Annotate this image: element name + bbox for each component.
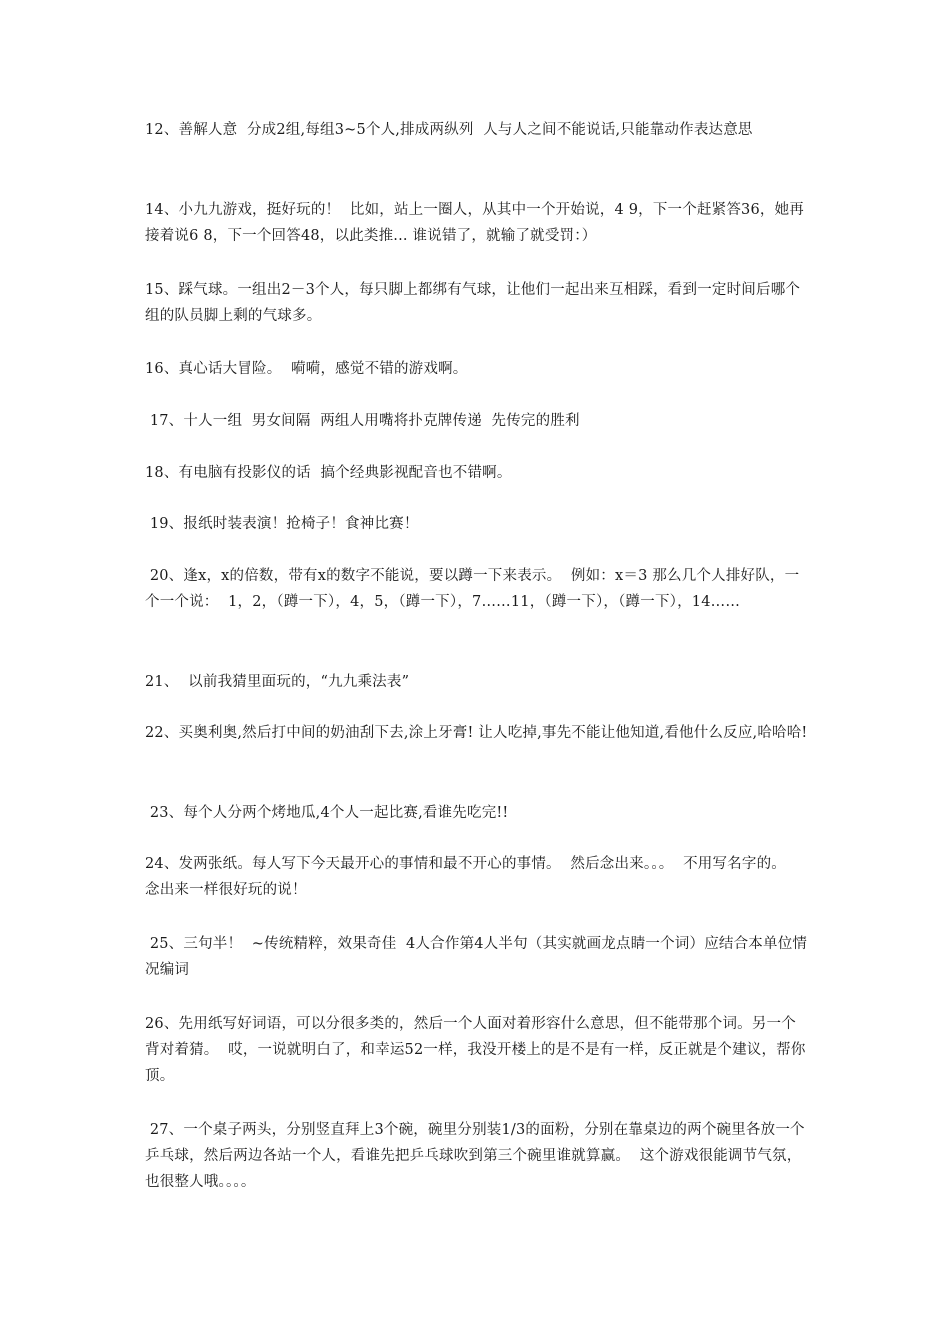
paragraph-21: 21、 以前我猜里面玩的，“九九乘法表”: [145, 674, 410, 690]
paragraph-24: 24、发两张纸。每人写下今天最开心的事情和最不开心的事情。 然后念出来。。。 不用写名字的。 念出来一样很好玩的说！: [145, 856, 796, 898]
paragraph-22: 22、买奥利奥,然后打中间的奶油刮下去,涂上牙膏! 让人吃掉,事先不能让他知道,看他什么反应,哈哈哈!: [145, 725, 808, 741]
paragraph-15: 15、踩气球。一组出2－3个人，每只脚上都绑有气球，让他们一起出来互相踩，看到一定时间后哪个组的队员脚上剩的气球多。: [145, 282, 801, 324]
paragraph-12: 12、善解人意 分成2组,每组3~5个人,排成两纵列 人与人之间不能说话,只能靠动作表达意思: [145, 122, 753, 138]
paragraph-25: 25、三句半！ ~传统精粹，效果奇佳 4人合作第4人半句（其实就画龙点睛一个词）应结合本单位情况编词: [145, 936, 808, 978]
paragraph-23: 23、每个人分两个烤地瓜,4个人一起比赛,看谁先吃完!!: [145, 805, 509, 821]
paragraph-26: 26、先用纸写好词语，可以分很多类的，然后一个人面对着形容什么意思，但不能带那个词。另一个背对着猜。 哎，一说就明白了，和幸运52一样，我没开楼上的是不是有一样，反正就是个建议，帮你顶。: [145, 1016, 806, 1084]
paragraph-18: 18、有电脑有投影仪的话 搞个经典影视配音也不错啊。: [145, 465, 512, 481]
paragraph-27: 27、一个桌子两头，分别竖直拜上3个碗，碗里分别装1/3的面粉，分别在靠桌边的两个碗里各放一个乒乓球，然后两边各站一个人，看谁先把乒乓球吹到第三个碗里谁就算赢。 这个游戏很能调节气氛，也很整人哦。。。。: [145, 1122, 805, 1190]
paragraph-17: 17、十人一组 男女间隔 两组人用嘴将扑克牌传递 先传完的胜利: [145, 413, 580, 429]
paragraph-20: 20、逢x，x的倍数，带有x的数字不能说，要以蹲一下来表示。 例如：x＝3 那么几个人排好队，一个一个说： 1，2，（蹲一下），4，5，（蹲一下），7……11，（蹲一下），（蹲一下），14……: [145, 568, 800, 610]
paragraph-19: 19、报纸时装表演！抢椅子！食神比赛！: [145, 516, 419, 532]
paragraph-16: 16、真心话大冒险。 嗬嗬，感觉不错的游戏啊。: [145, 361, 468, 377]
paragraph-14: 14、小九九游戏，挺好玩的！ 比如，站上一圈人，从其中一个开始说，4 9，下一个赶紧答36，她再接着说6 8，下一个回答48，以此类推... 谁说错了，就输了就受罚：）: [145, 202, 804, 244]
